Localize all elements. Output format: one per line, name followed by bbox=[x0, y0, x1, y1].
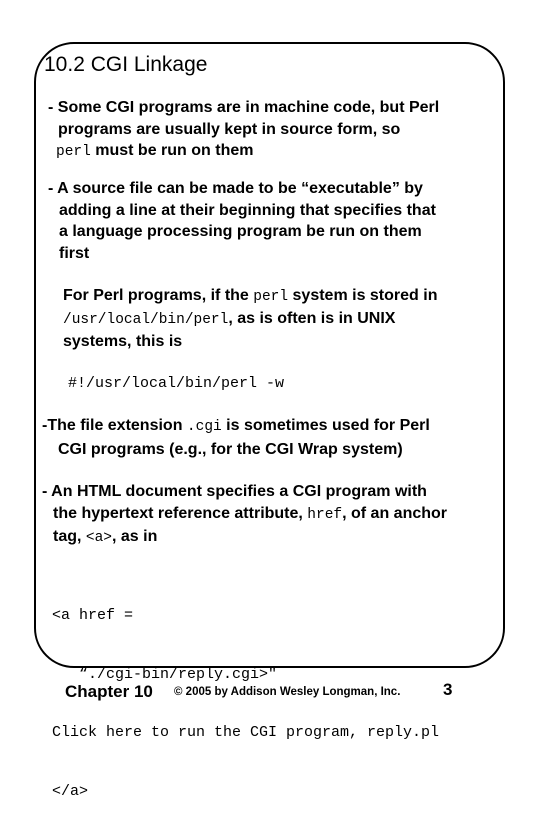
inline-code-href: href bbox=[307, 506, 343, 523]
perl-note bbox=[63, 285, 437, 353]
inline-code-path: /usr/local/bin/perl bbox=[63, 312, 229, 328]
bullet-line bbox=[42, 415, 430, 439]
bullet-text: -The file extension bbox=[42, 417, 187, 434]
note-text: For Perl programs, if the bbox=[63, 287, 254, 304]
bullet-text: the hypertext reference attribute, bbox=[53, 504, 308, 522]
bullet-line: - Some CGI programs are in machine code, but Perl bbox=[48, 99, 440, 116]
bullet-line: programs are usually kept in source form, so bbox=[58, 120, 401, 138]
slide-title: 10.2 CGI Linkage bbox=[44, 53, 208, 76]
note-text: , as is often is in UNIX bbox=[228, 310, 396, 327]
bullet-text: , as in bbox=[112, 528, 158, 545]
code-line: Click here to run the CGI program, reply.pl bbox=[52, 724, 440, 741]
code-line: </a> bbox=[52, 782, 89, 800]
bullet-executable bbox=[48, 178, 436, 264]
bullet-line: a language processing program be run on them bbox=[59, 223, 422, 240]
footer-copyright: © 2005 by Addison Wesley Longman, Inc. bbox=[174, 686, 401, 698]
bullet-href bbox=[42, 481, 447, 550]
bullet-cgi-extension bbox=[42, 415, 430, 460]
note-line bbox=[63, 285, 437, 308]
bullet-line: - A source file can be made to be “executable” by bbox=[48, 180, 423, 197]
code-line: <a href = bbox=[52, 607, 134, 624]
page-number: 3 bbox=[443, 680, 453, 699]
bullet-text: tag, bbox=[53, 528, 86, 545]
bullet-line: adding a line at their beginning that specifies that bbox=[59, 201, 436, 219]
bullet-line: - An HTML document specifies a CGI program with bbox=[42, 483, 427, 500]
bullet-line: CGI programs (e.g., for the CGI Wrap system) bbox=[58, 440, 403, 458]
inline-code-perl: perl bbox=[56, 144, 91, 160]
note-line: systems, this is bbox=[63, 333, 183, 350]
inline-code-perl: perl bbox=[253, 289, 289, 305]
footer-chapter: Chapter 10 bbox=[65, 682, 153, 701]
bullet-text: , of an anchor bbox=[342, 504, 448, 522]
bullet-line: first bbox=[59, 244, 90, 262]
bullet-text: must be run on them bbox=[90, 142, 254, 159]
shebang-line: #!/usr/local/bin/perl -w bbox=[68, 375, 285, 392]
inline-code-cgi: .cgi bbox=[186, 419, 222, 435]
bullet-text: is sometimes used for Perl bbox=[221, 417, 430, 434]
note-text: system is stored in bbox=[288, 287, 438, 304]
inline-code-anchor: <a> bbox=[85, 530, 112, 546]
bullet-line bbox=[42, 526, 447, 550]
note-line bbox=[63, 308, 437, 331]
bullet-line bbox=[42, 503, 447, 527]
bullet-machine-code bbox=[48, 97, 439, 164]
code-line: “./cgi-bin/reply.cgi>" bbox=[52, 665, 278, 683]
bullet-line bbox=[48, 140, 439, 164]
